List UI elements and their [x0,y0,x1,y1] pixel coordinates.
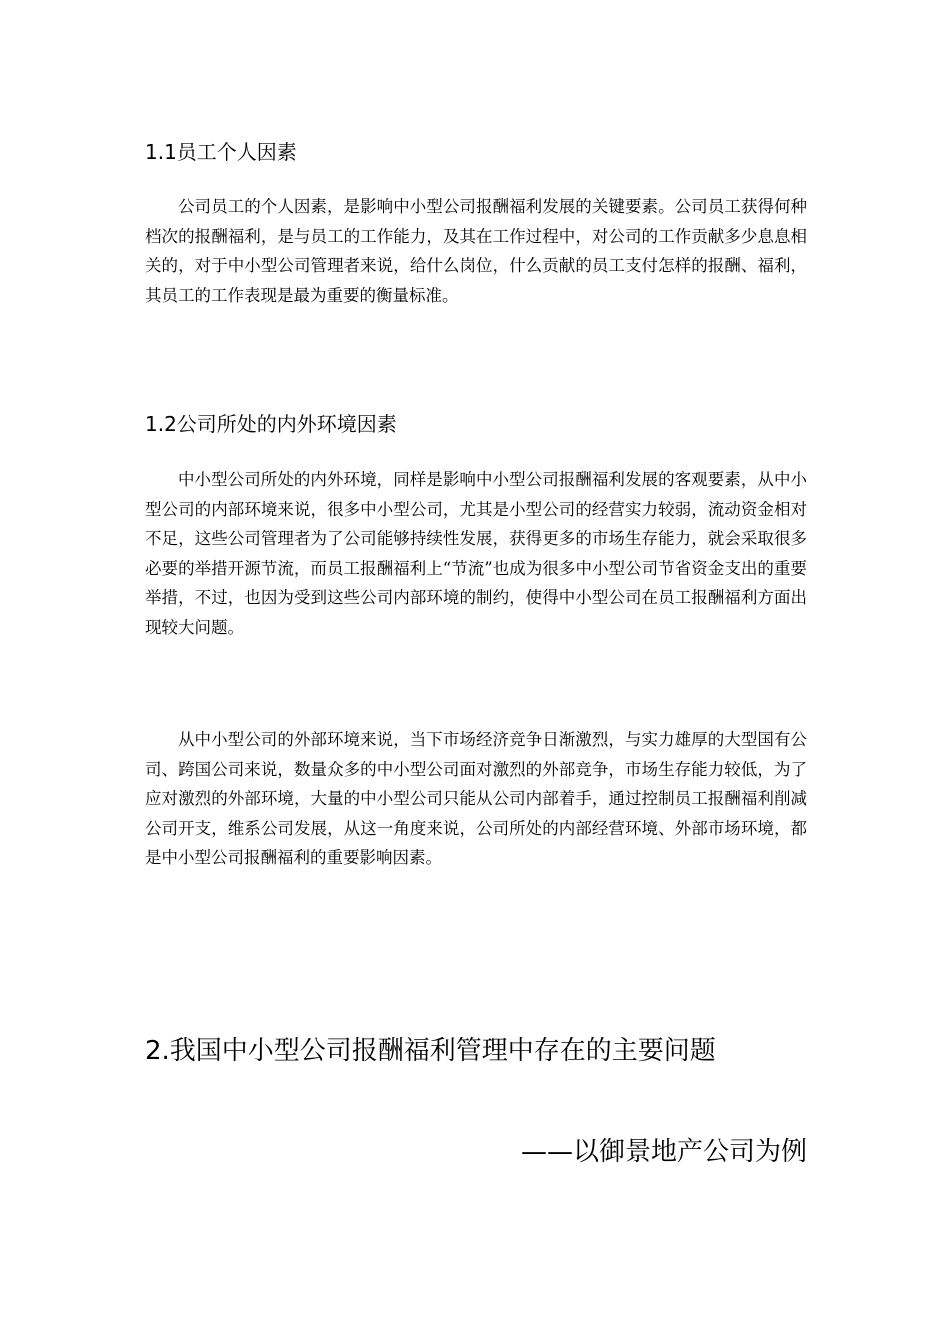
chapter-2-title: 2.我国中小型公司报酬福利管理中存在的主要问题 [145,1036,716,1066]
section-1-1-paragraph-1: 公司员工的个人因素，是影响中小型公司报酬福利发展的关键要素。公司员工获得何种档次的报酬福利，是与员工的工作能力，及其在工作过程中，对公司的工作贡献多少息息相关的，对于中小型公司管理者来说，给什么岗位，什么贡献的员工支付怎样的报酬、福利，其员工的工作表现是最为重要的衡量标准。 [145,197,807,305]
section-1-2-paragraph-2: 从中小型公司的外部环境来说，当下市场经济竞争日渐激烈，与实力雄厚的大型国有公司、跨国公司来说，数量众多的中小型公司面对激烈的外部竞争，市场生存能力较低，为了应对激烈的外部环境，大量的中小型公司只能从公司内部着手，通过控制员工报酬福利削减公司开支，维系公司发展，从这一角度来说，公司所处的内部经营环境、外部市场环境，都是中小型公司报酬福利的重要影响因素。 [145,730,807,867]
section-heading-1-1: 1.1员工个人因素 [145,140,297,164]
section-heading-1-2: 1.2公司所处的内外环境因素 [145,412,397,436]
chapter-2-subtitle: ——以御景地产公司为例 [520,1137,807,1167]
section-1-2-paragraph-1: 中小型公司所处的内外环境，同样是影响中小型公司报酬福利发展的客观要素，从中小型公司的内部环境来说，很多中小型公司，尤其是小型公司的经营实力较弱，流动资金相对不足，这些公司管理者为了公司能够持续性发展，获得更多的市场生存能力，就会采取很多必要的举措开源节流，而员工报酬福利上“节流”也成为很多中小型公司节省资金支出的重要举措，不过，也因为受到这些公司内部环境的制约，使得中小型公司在员工报酬福利方面出现较大问题。 [145,470,807,637]
